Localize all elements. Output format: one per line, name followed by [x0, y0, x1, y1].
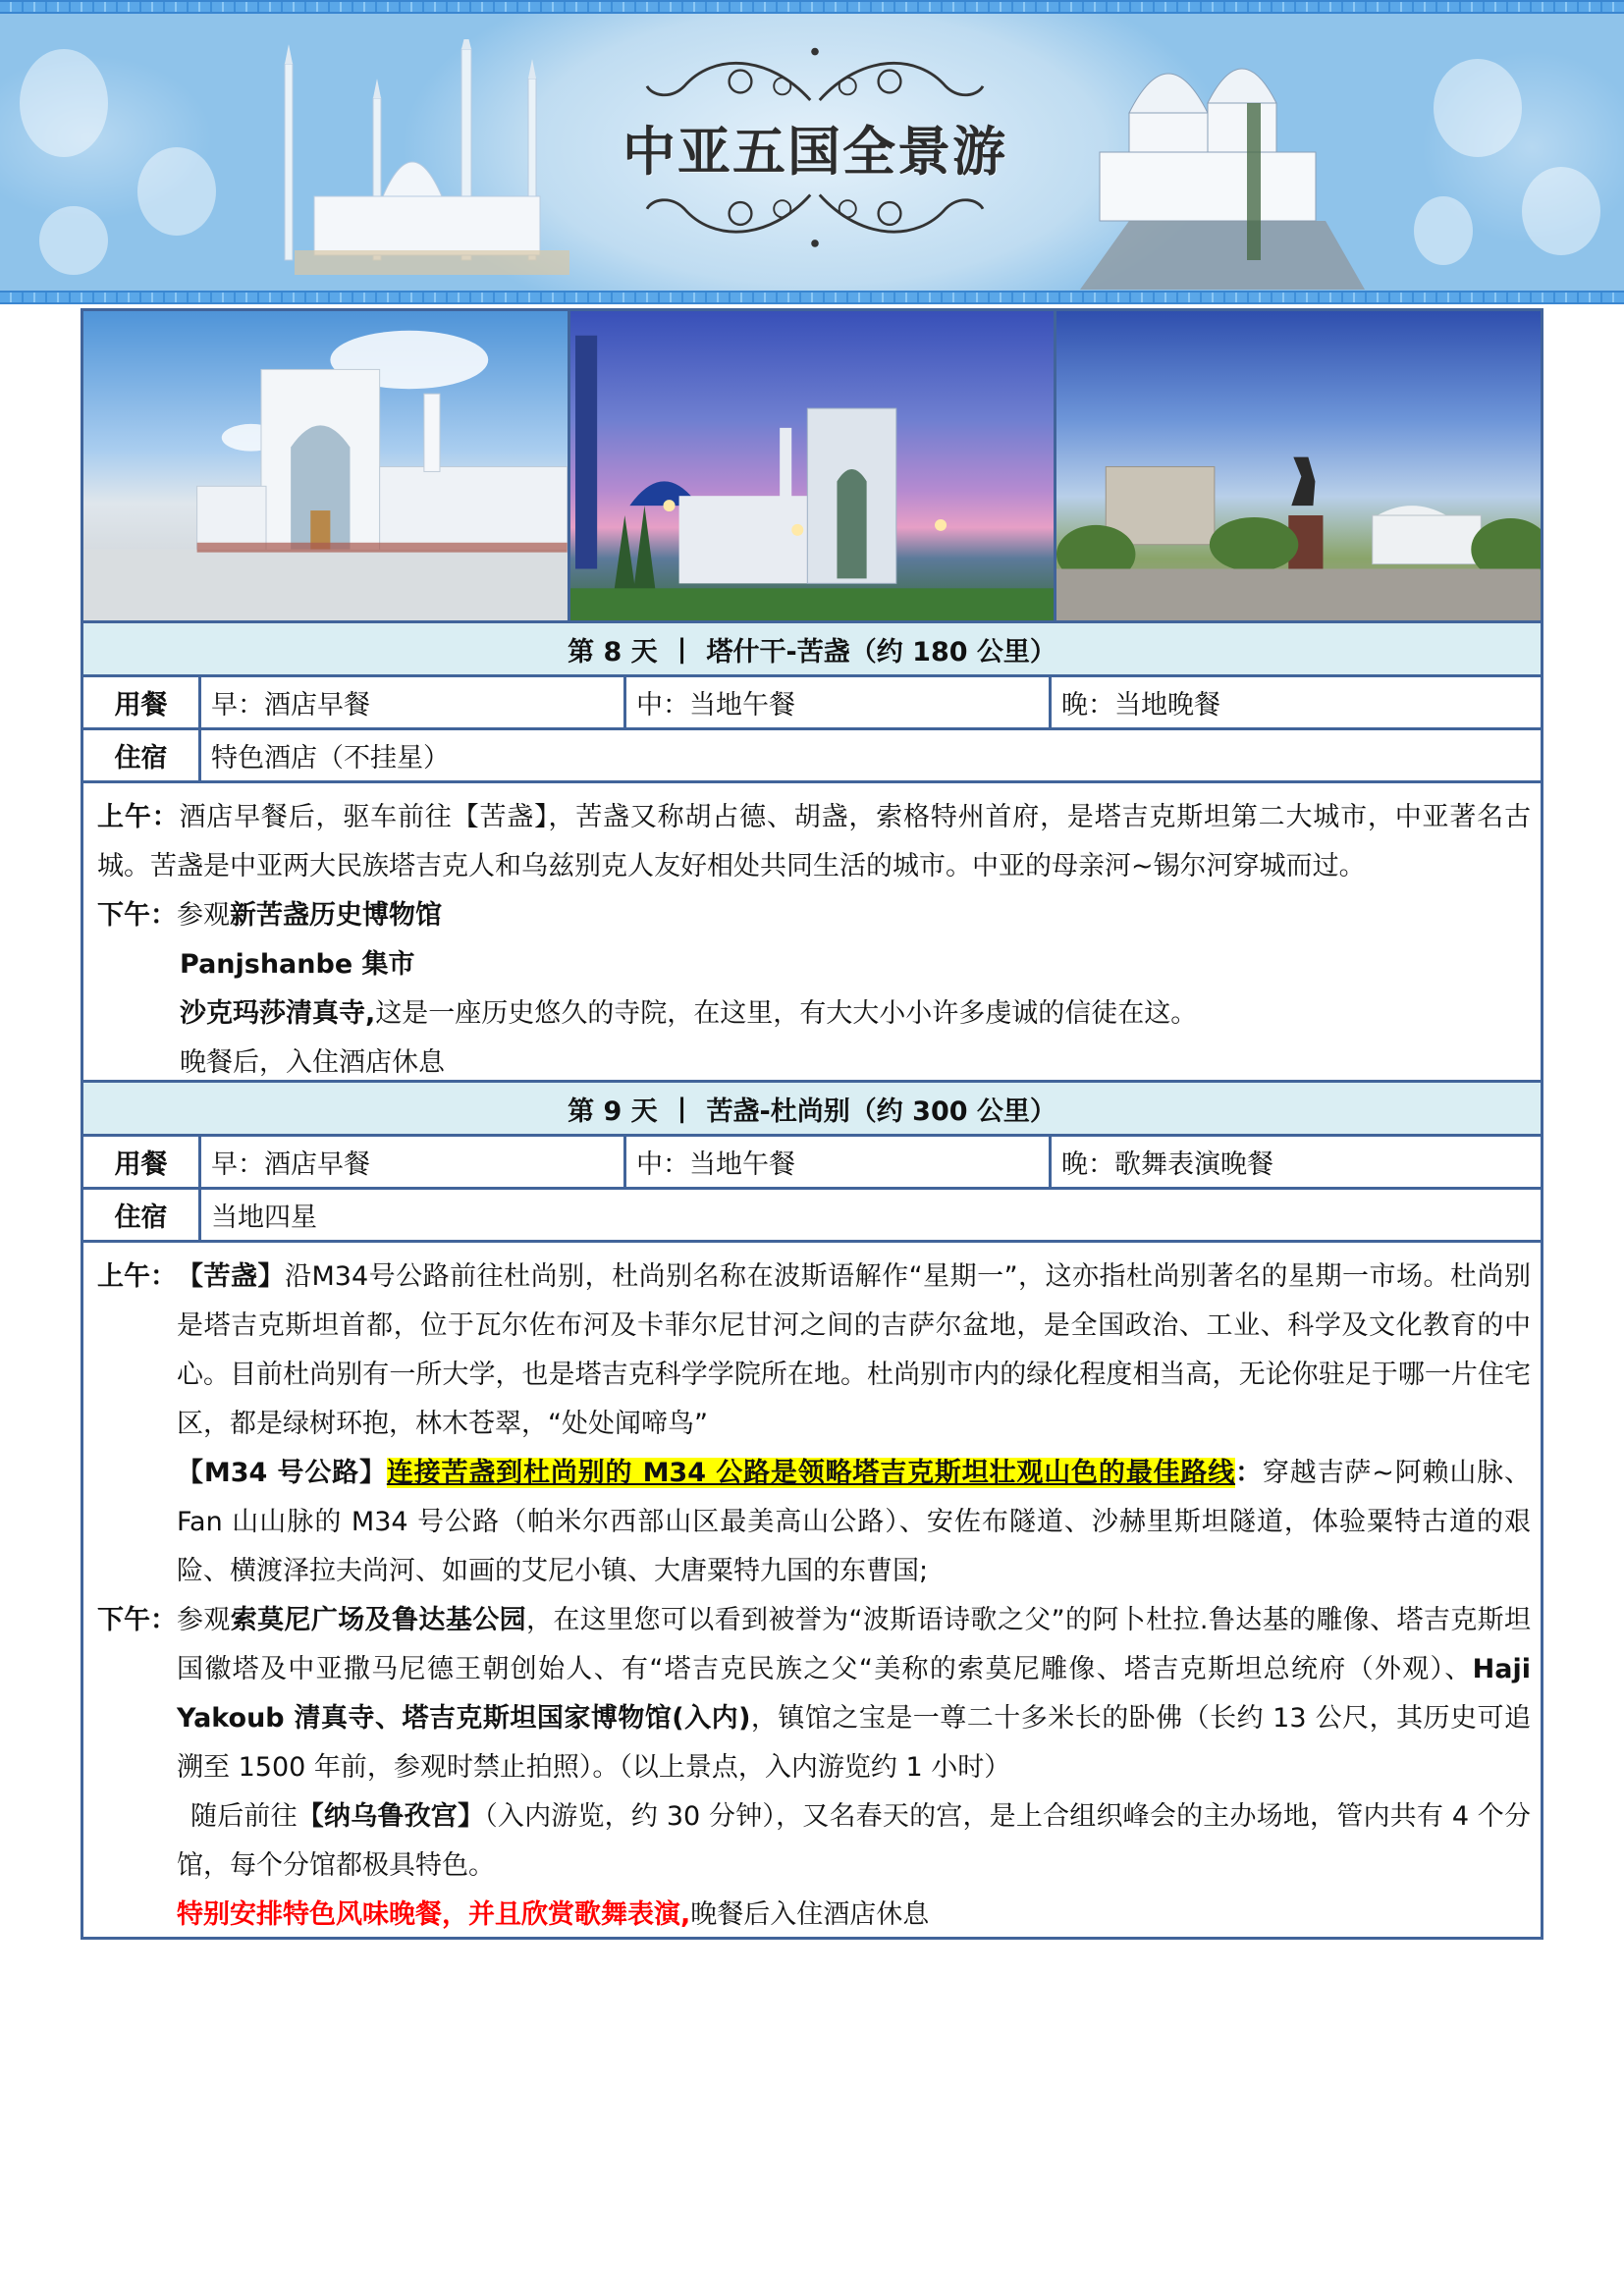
day-8-evening: 晚餐后，入住酒店休息: [180, 1047, 445, 1078]
day-9-header: [83, 1083, 1541, 1137]
day-9-lodging-value: 当地四星: [211, 1202, 317, 1233]
mosque-illustration-icon: [275, 39, 589, 275]
day-8-mosque-text: 这是一座历史悠久的寺院，在这里，有大大小小许多虔诚的信徒在这。: [375, 998, 1198, 1029]
day-8-route: 塔什干-苦盏（约 180 公里）: [706, 636, 1056, 667]
mosque-photo-icon: [83, 311, 568, 620]
day-9-morning-tag: 上午：: [97, 1261, 177, 1292]
day-9-morning-text: 沿M34号公路前往杜尚别，杜尚别名称在波斯语解作“星期一”，这亦指杜尚别著名的星期一市场。杜尚别是塔吉克斯坦首都，位于瓦尔佐布河及卡菲尔尼甘河之间的吉萨尔盆地，是全国政治、工业、科学及文化教育的中心。目前杜尚别有一所大学，也是塔吉克科学学院所在地。杜尚别市内的绿化程度相当高，无论你驻足于哪一片住宅区，都是绿树环抱，林木苍翠，“处处闻啼鸟”: [177, 1261, 1531, 1439]
day-9-afternoon-intro: 参观: [177, 1605, 231, 1635]
day-9-lodging-row: [83, 1190, 1541, 1243]
day-9-meals-label: 用餐: [83, 1137, 201, 1187]
day-8-morning: [97, 793, 1531, 891]
day-8-header: [83, 623, 1541, 677]
day-8-lunch: 中：当地午餐: [626, 677, 1052, 727]
m34-road-highlight: 连接苦盏到杜尚别的 M34 公路是领略塔吉克斯坦壮观山色的最佳路线: [386, 1458, 1236, 1488]
day-8-lodging-value: 特色酒店（不挂星）: [211, 743, 450, 774]
day-8-morning-text: 酒店早餐后，驱车前往【苦盏】，苦盏又称胡占德、胡盏，索格特州首府，是塔吉克斯坦第二大城市，中亚著名古城。苦盏是中亚两大民族塔吉克人和乌兹别克人友好相处共同生活的城市。中亚的母亲河~锡尔河穿城而过。: [97, 802, 1531, 881]
photo-statue-square: [1054, 311, 1541, 620]
flourish-bottom-icon: [619, 186, 1011, 251]
day-8-lodging-label: 住宿: [83, 730, 201, 780]
day-9-lodging-label: 住宿: [83, 1190, 201, 1240]
day-9-morning: [97, 1253, 1531, 1596]
header-banner: [0, 0, 1624, 304]
day-9-route: 苦盏-杜尚别（约 300 公里）: [706, 1095, 1056, 1127]
floral-pattern-icon: [1522, 167, 1600, 255]
day-9-breakfast: 早：酒店早餐: [201, 1137, 626, 1187]
photo-white-mosque: [83, 311, 568, 620]
palace-illustration-icon: [1070, 25, 1384, 290]
photo-strip: [83, 311, 1541, 623]
day-8-afternoon-tag: 下午：: [97, 900, 177, 931]
statue-photo-icon: [1056, 311, 1541, 620]
day-9-dinner: 晚：歌舞表演晚餐: [1061, 1149, 1273, 1180]
day-9-separator: |: [677, 1093, 687, 1124]
floral-pattern-icon: [1434, 59, 1522, 157]
day-9-afternoon-text1: ，在这里您可以看到被誉为“波斯语诗歌之父”的阿卜杜拉.鲁达基的雕像、塔吉克斯坦国徽塔及中亚撒马尼德王朝创始人、有“塔吉克民族之父“美称的索莫尼雕像、塔吉克斯坦总统府（外观）、: [177, 1605, 1532, 1684]
day-8-lodging-row: [83, 730, 1541, 783]
floral-pattern-icon: [1414, 196, 1473, 265]
banner-border-bottom: [0, 291, 1624, 304]
day-8-morning-tag: 上午：: [97, 802, 180, 832]
itinerary-table: [81, 308, 1543, 1940]
floral-pattern-icon: [39, 206, 108, 275]
day-9-then: 随后前往: [190, 1801, 298, 1832]
national-museum: Haji Yakoub 清真寺、塔吉克斯坦国家博物馆(入内): [177, 1654, 1531, 1734]
day-8-separator: |: [677, 633, 687, 665]
day-9-label: 第 9 天: [568, 1095, 658, 1127]
special-dinner-note: 特别安排特色风味晚餐，并且欣赏歌舞表演,: [177, 1899, 691, 1930]
day-9-meals-row: [83, 1137, 1541, 1190]
m34-road-colon: ：: [1235, 1458, 1263, 1488]
banner-border-top: [0, 0, 1624, 14]
day-8-breakfast: 早：酒店早餐: [201, 677, 626, 727]
flourish-top-icon: [619, 44, 1011, 110]
day-8-afternoon: [97, 891, 1531, 1088]
day-9-lunch: 中：当地午餐: [626, 1137, 1052, 1187]
floral-pattern-icon: [20, 49, 108, 157]
mosque-dusk-photo-icon: [570, 311, 1055, 620]
day-8-museum: 新苦盏历史博物馆: [230, 900, 442, 931]
day-8-market: Panjshanbe 集市: [180, 949, 415, 980]
navruz-palace-text: （入内游览，约 30 分钟），又名春天的宫，是上合组织峰会的主办场地，管内共有 4 个分馆，每个分馆都极具特色。: [177, 1801, 1531, 1881]
day-8-dinner: 晚：当地晚餐: [1061, 690, 1220, 721]
day-9-afternoon: [97, 1596, 1531, 1940]
m34-road-text: 穿越吉萨~阿赖山脉、Fan 山山脉的 M34 号公路（帕米尔西部山区最美高山公路）、安佐布隧道、沙赫里斯坦隧道，体验粟特古道的艰险、横渡泽拉夫尚河、如画的艾尼小镇、大唐粟特九国的东曹国;: [177, 1458, 1532, 1586]
day-8-meals-label: 用餐: [83, 677, 201, 727]
day-9-closing: 晚餐后入住酒店休息: [690, 1899, 930, 1930]
day-9-afternoon-tag: 下午：: [97, 1605, 177, 1635]
day-8-meals-row: [83, 677, 1541, 730]
day-8-afternoon-intro: 参观: [177, 900, 230, 931]
somoni-square: 索莫尼广场及鲁达基公园: [230, 1605, 526, 1635]
floral-pattern-icon: [137, 147, 216, 236]
photo-mosque-dusk: [568, 311, 1055, 620]
day-8-label: 第 8 天: [568, 636, 658, 667]
banner-title: 中亚五国全景游: [623, 119, 1007, 183]
day-8-description: [83, 783, 1541, 1083]
day-8-mosque-name: 沙克玛莎清真寺,: [180, 998, 376, 1029]
day-9-morning-place: 【苦盏】: [177, 1261, 285, 1292]
day-9-afternoon-text2: ，镇馆之宝是一尊二十多米长的卧佛（长约 13 公尺，其历史可追溯至 1500 年前，参观时禁止拍照）。（以上景点，入内游览约 1 小时）: [177, 1703, 1531, 1783]
m34-road-label: 【M34 号公路】: [177, 1458, 387, 1488]
banner-title-block: [609, 44, 1021, 250]
navruz-palace: 【纳乌鲁孜宫】: [297, 1801, 485, 1832]
day-9-description: [83, 1243, 1541, 1937]
